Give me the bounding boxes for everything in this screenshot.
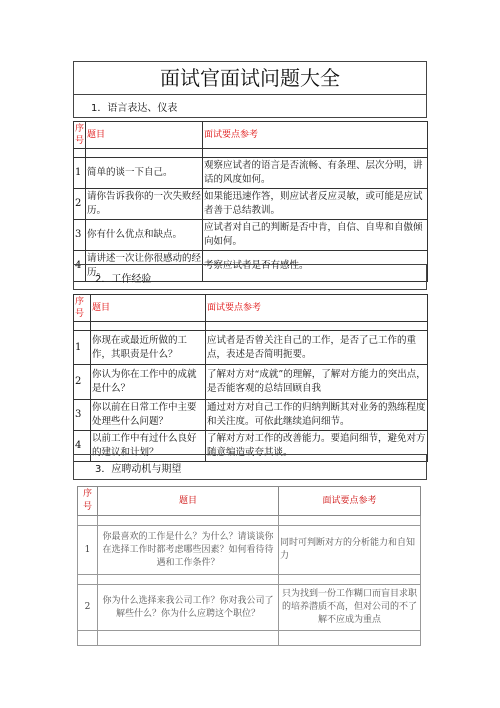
header-num: 序号	[78, 487, 98, 516]
row-points: 了解对方对“成就”的理解，了解对方能力的突出点，是否能客观的总结回顾自我	[206, 365, 428, 400]
row-points: 通过对方对自己工作的归纳判断其对业务的熟练程度和关注度。可依此继续追问细节。	[206, 400, 428, 431]
table-row	[74, 189, 428, 220]
section-2-table	[73, 294, 428, 462]
table-row	[78, 526, 421, 575]
header-num: 序号	[74, 122, 86, 149]
row-num: 4	[74, 251, 86, 282]
row-num: 2	[78, 585, 98, 631]
document-page	[73, 61, 427, 681]
header-question: 题目	[86, 122, 203, 149]
row-question: 你为什么选择来我公司工作？你对我公司了解些什么？你为什么应聘这个职位？	[98, 585, 279, 631]
row-question: 简单的谈一下自己。	[86, 158, 203, 189]
row-question: 你现在或最近所做的工作，其职责是什么？	[91, 331, 206, 365]
row-question: 你以前在日常工作中主要处理些什么问题？	[91, 400, 206, 431]
section-1-heading: 1．语言表达、仪表	[91, 103, 178, 114]
row-num: 1	[74, 158, 86, 189]
row-num: 4	[74, 431, 91, 462]
row-points: 同时可判断对方的分析能力和自知力	[279, 526, 421, 575]
row-points: 考察应试者是否有感性。	[203, 251, 428, 282]
table-row	[74, 158, 428, 189]
section-2-heading: 2．工作经验	[95, 274, 152, 285]
row-num: 2	[74, 365, 91, 400]
table-row	[74, 365, 428, 400]
table-header-row	[74, 295, 428, 322]
row-question: 请你告诉我你的一次失败经历。	[86, 189, 203, 220]
row-points: 只为找到一份工作糊口而盲目求职的培养潜质不高，但对公司的不了解不应成为重点	[279, 585, 421, 631]
row-question: 请讲述一次让你很感动的经历。	[86, 251, 203, 282]
section-1-table	[73, 121, 428, 282]
header-points: 面试要点参考	[206, 295, 428, 322]
header-points: 面试要点参考	[203, 122, 428, 149]
header-num: 序号	[74, 295, 91, 322]
row-points: 应试者对自己的判断是否中肯，自信、自卑和自傲倾向如何。	[203, 220, 428, 251]
row-question: 以前工作中有过什么良好的建议和计划？	[91, 431, 206, 462]
document-title: 面试官面试问题大全	[73, 61, 427, 95]
row-num: 3	[74, 220, 86, 251]
row-points: 了解对方对工作的改善能力。要追问细节，避免对方随意编造或夸其谈。	[206, 431, 428, 462]
table-row	[78, 585, 421, 631]
table-row	[74, 400, 428, 431]
row-points: 观察应试者的语言是否流畅、有条理、层次分明，讲话的风度如何。	[203, 158, 428, 189]
row-num: 1	[78, 526, 98, 575]
table-header-row	[74, 122, 428, 149]
row-num: 2	[74, 189, 86, 220]
table-row	[74, 220, 428, 251]
row-num: 1	[74, 331, 91, 365]
section-3-heading: 3．应聘动机与期望	[95, 464, 182, 475]
row-question: 你最喜欢的工作是什么？为什么？请谈谈你在选择工作时都考虑哪些因素？如何看待待遇和工作条件？	[98, 526, 279, 575]
header-question: 题目	[91, 295, 206, 322]
row-points: 应试者是否曾关注自己的工作，是否了己工作的重点，表述是否简明扼要。	[206, 331, 428, 365]
table-row	[74, 331, 428, 365]
row-points: 如果能迅速作答，则应试者反应灵敏，或可能是应试者善于总结教训。	[203, 189, 428, 220]
row-question: 你有什么优点和缺点。	[86, 220, 203, 251]
row-num: 3	[74, 400, 91, 431]
section-3-table	[77, 486, 421, 646]
header-question: 题目	[98, 487, 279, 516]
table-header-row	[78, 487, 421, 516]
row-question: 你认为你在工作中的成就是什么？	[91, 365, 206, 400]
header-points: 面试要点参考	[279, 487, 421, 516]
